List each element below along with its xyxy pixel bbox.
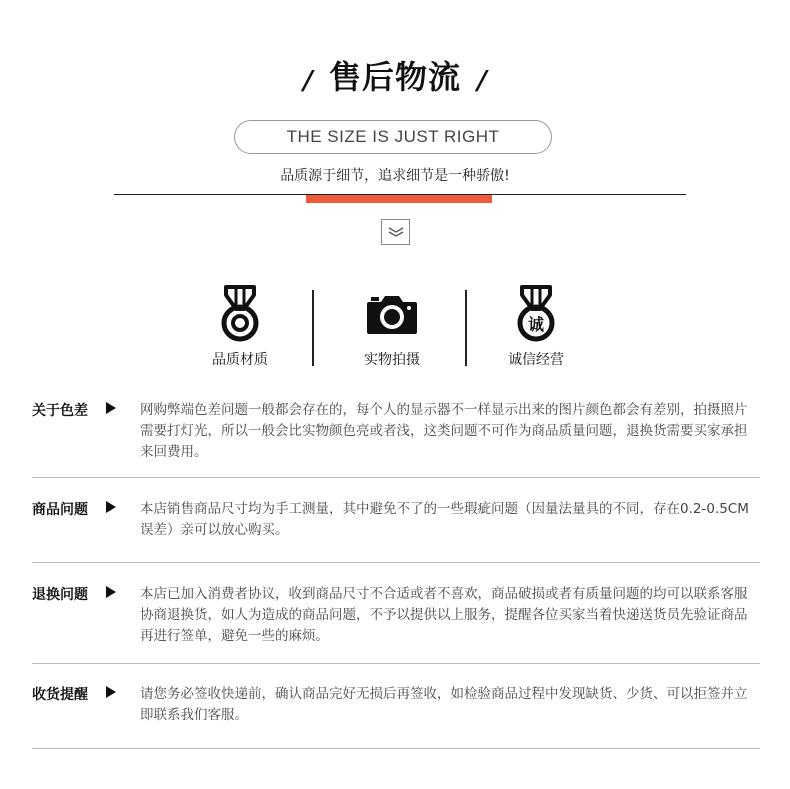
page-title: 售后物流 <box>328 58 461 96</box>
row-divider <box>32 663 760 664</box>
feature-label: 诚信经营 <box>508 352 564 368</box>
info-row-product <box>32 499 760 543</box>
accent-bar <box>306 195 492 203</box>
medal-icon <box>170 285 310 343</box>
badge-char: 诚 <box>527 315 544 334</box>
feature-label: 品质材质 <box>212 352 268 368</box>
integrity-medal-icon <box>466 285 606 343</box>
triangle-right-icon <box>106 686 116 698</box>
double-chevron-down-icon <box>387 226 405 238</box>
feature-integrity <box>466 285 606 369</box>
row-divider <box>32 748 760 749</box>
left-slash-mark: / <box>300 66 317 96</box>
row-label: 退换问题 <box>32 587 88 603</box>
page-header <box>0 50 790 100</box>
feature-divider <box>312 290 314 366</box>
row-label: 收货提醒 <box>32 687 88 703</box>
feature-photo <box>322 285 462 369</box>
row-text: 请您务必签收快递前，确认商品完好无损后再签收，如检验商品过程中发现缺货、少货、可以拒签并立即联系我们客服。 <box>140 686 748 723</box>
row-label: 商品问题 <box>32 502 88 518</box>
tagline: 品质源于细节，追求细节是一种骄傲! <box>280 168 510 184</box>
row-label: 关于色差 <box>32 403 88 419</box>
scroll-down-button[interactable] <box>381 219 410 245</box>
triangle-right-icon <box>106 402 116 414</box>
triangle-right-icon <box>106 586 116 598</box>
feature-quality <box>170 285 310 369</box>
row-text: 本店销售商品尺寸均为手工测量，其中避免不了的一些瑕疵问题（因量法量具的不同，存在0.2-0.5CM误差）亲可以放心购买。 <box>140 501 749 538</box>
info-row-return <box>32 584 760 648</box>
subtitle-pill: THE SIZE IS JUST RIGHT <box>234 120 552 154</box>
row-divider <box>32 477 760 478</box>
info-row-color <box>32 400 760 464</box>
row-text: 网购弊端色差问题一般都会存在的，每个人的显示器不一样显示出来的图片颜色都会有差别，拍摄照片需要打灯光，所以一般会比实物颜色亮或者浅，这类问题不可作为商品质量问题，退换货需要买家承担来回费用。 <box>140 402 748 460</box>
row-divider <box>32 562 760 563</box>
triangle-right-icon <box>106 501 116 513</box>
row-text: 本店已加入消费者协议，收到商品尺寸不合适或者不喜欢，商品破损或者有质量问题的均可以联系客服协商退换货，如人为造成的商品问题，不予以提供以上服务，提醒各位买家当着快递送货员先验证商品再进行签单，避免一些的麻烦。 <box>140 586 748 644</box>
right-slash-mark: / <box>473 66 490 96</box>
camera-icon <box>322 285 462 343</box>
info-row-receipt <box>32 684 760 728</box>
feature-label: 实物拍摄 <box>364 352 420 368</box>
